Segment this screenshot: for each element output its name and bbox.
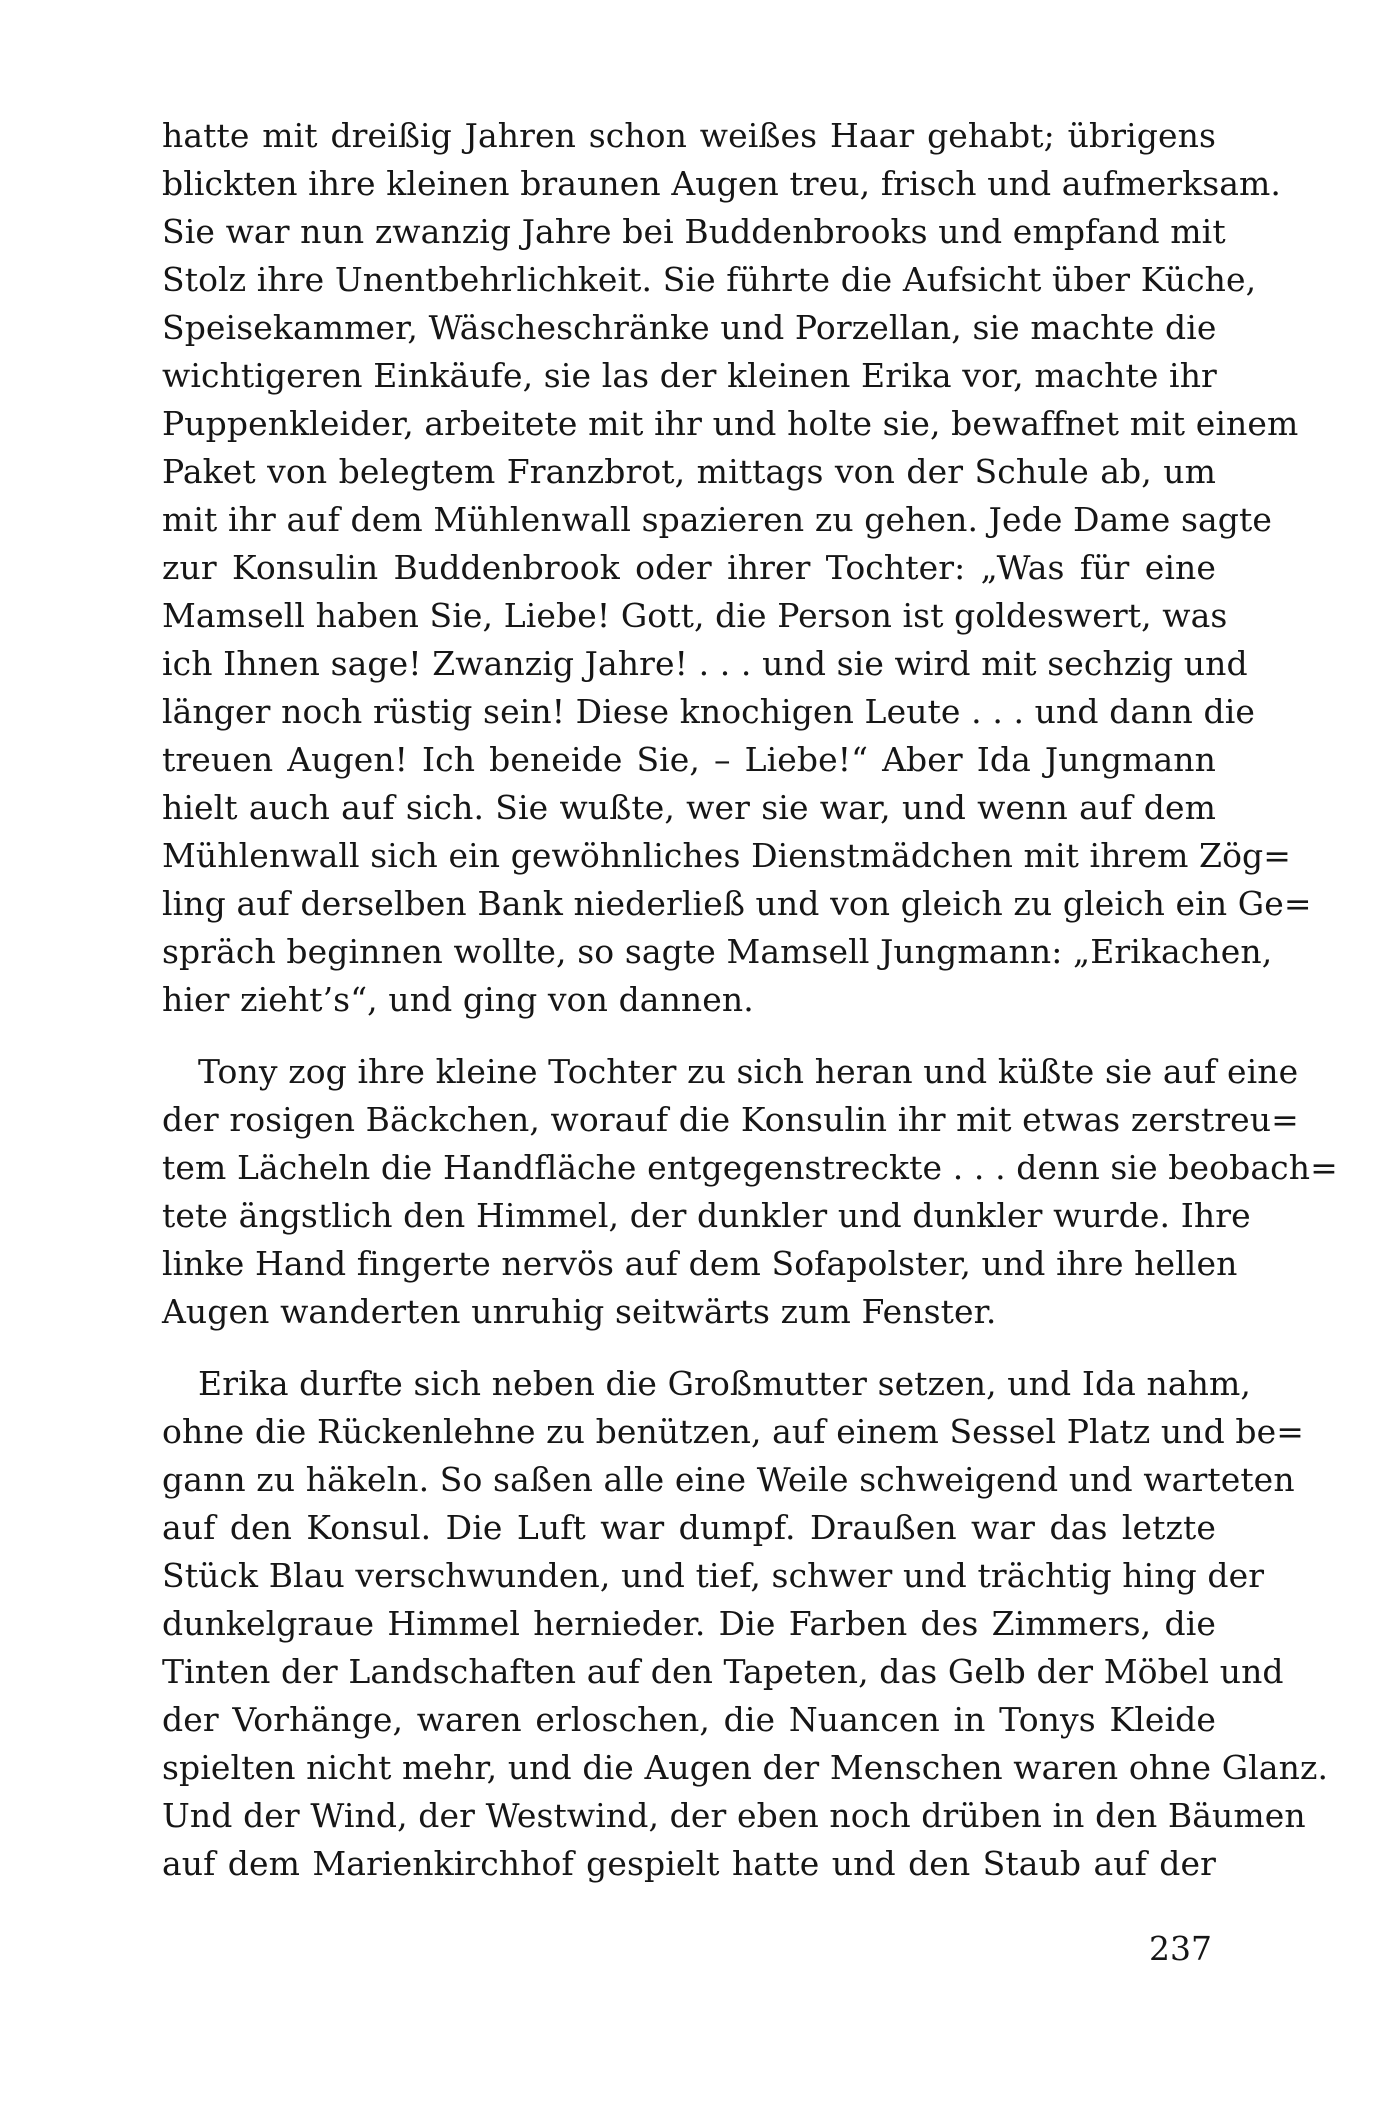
- text-line: spräch beginnen wollte, so sagte Mamsell Jungmann: „Erikachen,: [162, 932, 1273, 971]
- text-line: ling auf derselben Bank niederließ und von gleich zu gleich ein Ge=: [162, 884, 1312, 923]
- text-line: auf dem Marienkirchhof gespielt hatte und den Staub auf der: [162, 1844, 1216, 1883]
- text-line: dunkelgraue Himmel hernieder. Die Farben des Zimmers, die: [162, 1604, 1216, 1643]
- text-line: ich Ihnen sage! Zwanzig Jahre! . . . und sie wird mit sechzig und: [162, 644, 1248, 683]
- text-line: linke Hand fingerte nervös auf dem Sofapolster, und ihre hellen: [162, 1244, 1238, 1283]
- text-line: länger noch rüstig sein! Diese knochigen Leute . . . und dann die: [162, 692, 1256, 731]
- text-line: Und der Wind, der Westwind, der eben noch drüben in den Bäumen: [162, 1796, 1306, 1835]
- text-line: der rosigen Bäckchen, worauf die Konsulin ihr mit etwas zerstreu=: [162, 1100, 1299, 1139]
- text-line: hatte mit dreißig Jahren schon weißes Haar gehabt; übrigens: [162, 116, 1216, 155]
- text-line: Stück Blau verschwunden, und tief, schwer und trächtig hing der: [162, 1556, 1265, 1595]
- text-line: Mühlenwall sich ein gewöhnliches Dienstmädchen mit ihrem Zög=: [162, 836, 1292, 875]
- text-line: tem Lächeln die Handfläche entgegenstreckte . . . denn sie beobach=: [162, 1148, 1338, 1187]
- text-line: der Vorhänge, waren erloschen, die Nuancen in Tonys Kleide: [162, 1700, 1216, 1739]
- text-line: mit ihr auf dem Mühlenwall spazieren zu gehen. Jede Dame sagte: [162, 500, 1273, 539]
- text-line: hier zieht’s“, und ging von dannen.: [162, 980, 754, 1019]
- text-line: treuen Augen! Ich beneide Sie, – Liebe!“ Aber Ida Jungmann: [162, 740, 1216, 779]
- text-line: Tinten der Landschaften auf den Tapeten, das Gelb der Möbel und: [162, 1652, 1284, 1691]
- text-line: blickten ihre kleinen braunen Augen treu, frisch und aufmerksam.: [162, 164, 1281, 203]
- text-line: Mamsell haben Sie, Liebe! Gott, die Person ist goldeswert, was: [162, 596, 1228, 635]
- text-line: wichtigeren Einkäufe, sie las der kleinen Erika vor, machte ihr: [162, 356, 1217, 395]
- text-line: Speisekammer, Wäscheschränke und Porzellan, sie machte die: [162, 308, 1217, 347]
- text-line: Augen wanderten unruhig seitwärts zum Fenster.: [162, 1292, 997, 1331]
- page-number: 237: [1149, 1929, 1212, 1968]
- text-line: spielten nicht mehr, und die Augen der Menschen waren ohne Glanz.: [162, 1748, 1329, 1787]
- text-line: Tony zog ihre kleine Tochter zu sich heran und küßte sie auf eine: [198, 1052, 1299, 1091]
- text-line: Sie war nun zwanzig Jahre bei Buddenbrooks und empfand mit: [162, 212, 1226, 251]
- text-line: hielt auch auf sich. Sie wußte, wer sie war, und wenn auf dem: [162, 788, 1216, 827]
- text-line: auf den Konsul. Die Luft war dumpf. Draußen war das letzte: [162, 1508, 1216, 1547]
- text-line: Paket von belegtem Franzbrot, mittags von der Schule ab, um: [162, 452, 1216, 491]
- text-line: Stolz ihre Unentbehrlichkeit. Sie führte die Aufsicht über Küche,: [162, 260, 1257, 299]
- text-line: tete ängstlich den Himmel, der dunkler und dunkler wurde. Ihre: [162, 1196, 1251, 1235]
- text-line: gann zu häkeln. So saßen alle eine Weile schweigend und warteten: [162, 1460, 1295, 1499]
- text-line: Puppenkleider, arbeitete mit ihr und holte sie, bewaffnet mit einem: [162, 404, 1299, 443]
- text-line: zur Konsulin Buddenbrook oder ihrer Tochter: „Was für eine: [162, 548, 1216, 587]
- text-line: Erika durfte sich neben die Großmutter setzen, und Ida nahm,: [198, 1364, 1252, 1403]
- text-line: ohne die Rückenlehne zu benützen, auf einem Sessel Platz und be=: [162, 1412, 1305, 1451]
